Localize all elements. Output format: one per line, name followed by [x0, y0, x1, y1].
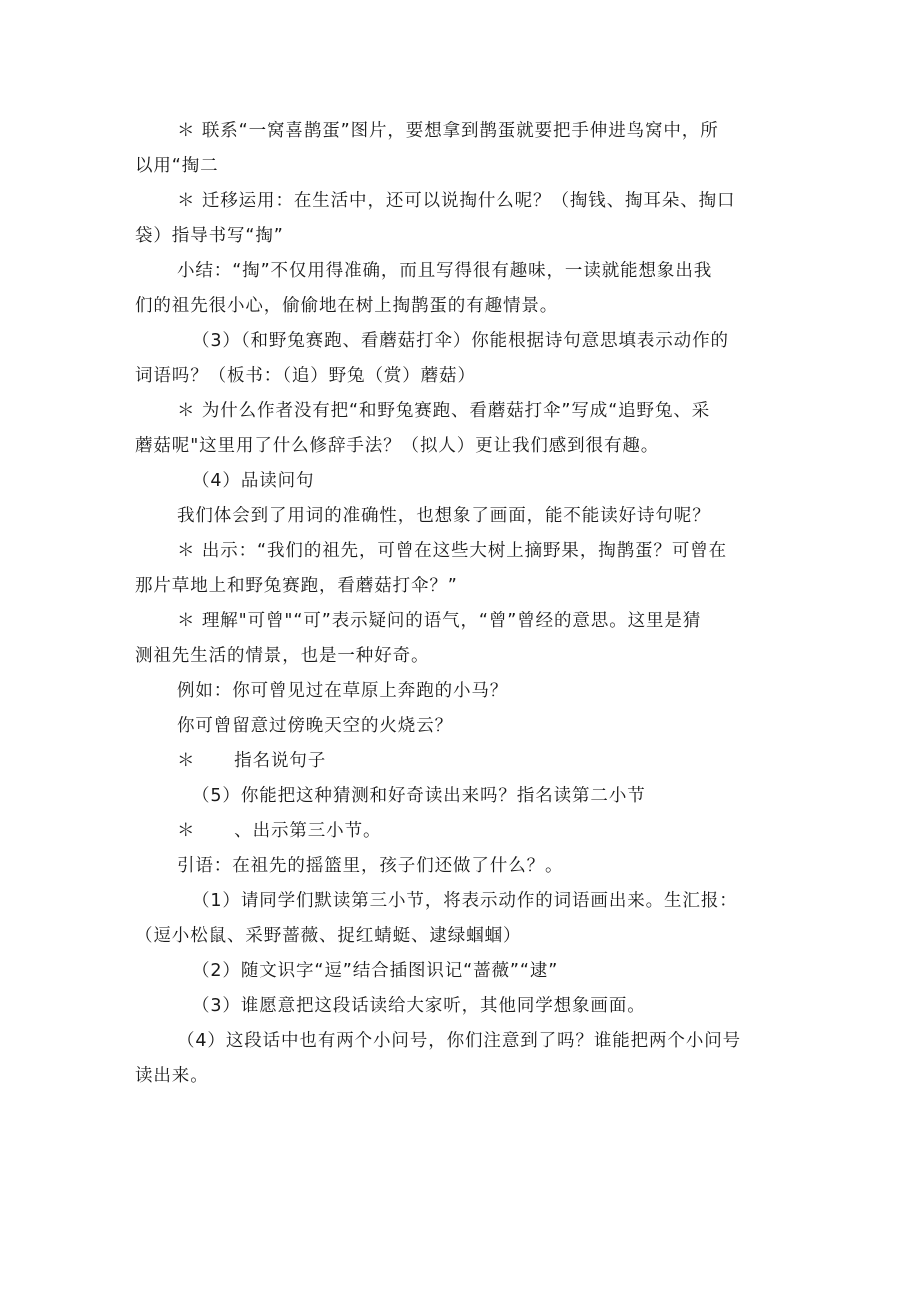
- text-line-18: 你可曾留意过傍晚天空的火烧云？: [177, 716, 453, 736]
- text-line-4: 袋）指导书写“掏”: [135, 226, 284, 246]
- text-line-5: 小结：“掏”不仅用得准确，而且写得很有趣味，一读就能想象出我: [177, 261, 713, 281]
- text-line-23: （1）请同学们默读第三小节，将表示动作的词语画出来。生汇报：: [192, 891, 738, 911]
- text-line-27: （4）这段话中也有两个小问号，你们注意到了吗？谁能把两个小问号: [177, 1031, 742, 1051]
- text-line-6: 们的祖先很小心，偷偷地在树上掏鹊蛋的有趣情景。: [135, 296, 559, 316]
- text-line-2: 以用“掏二: [135, 156, 219, 176]
- text-line-14: 那片草地上和野兔赛跑，看蘑菇打伞？”: [135, 576, 458, 596]
- text-line-10: 蘑菇呢"这里用了什么修辞手法？（拟人）更让我们感到很有趣。: [135, 436, 660, 456]
- text-line-24: （逗小松鼠、采野蔷薇、捉红蜻蜓、逮绿蝈蝈）: [135, 926, 522, 946]
- text-line-13: ＊ 出示：“我们的祖先，可曾在这些大树上摘野果，掏鹊蛋？可曾在: [177, 541, 728, 561]
- text-line-28: 读出来。: [135, 1066, 209, 1086]
- text-line-17: 例如：你可曾见过在草原上奔跑的小马？: [177, 681, 509, 701]
- text-line-11: （4）品读问句: [192, 471, 315, 491]
- text-line-3: ＊ 迁移运用：在生活中，还可以说掏什么呢？（掏钱、掏耳朵、掏口: [177, 191, 736, 211]
- text-line-22: 引语：在祖先的摇篮里，孩子们还做了什么？。: [177, 856, 564, 876]
- text-line-8: 词语吗？（板书：（追）野兔（赏）蘑菇）: [135, 366, 476, 386]
- text-line-7: （3）（和野兔赛跑、看蘑菇打伞）你能根据诗句意思填表示动作的: [192, 331, 729, 351]
- text-line-16: 测祖先生活的情景，也是一种好奇。: [135, 646, 430, 666]
- text-line-26: （3）谁愿意把这段话读给大家听，其他同学想象画面。: [192, 996, 646, 1016]
- text-line-12: 我们体会到了用词的准确性，也想象了画面，能不能读好诗句呢？: [177, 506, 711, 526]
- text-line-19: ＊ 指名说句子: [177, 751, 327, 771]
- text-line-25: （2）随文识字“逗”结合插图识记“蔷薇”“逮”: [192, 961, 559, 981]
- text-line-20: （5）你能把这种猜测和好奇读出来吗？指名读第二小节: [192, 786, 646, 806]
- text-line-9: ＊ 为什么作者没有把“和野兔赛跑、看蘑菇打伞”写成“追野兔、采: [177, 401, 711, 421]
- text-line-21: ＊ 、出示第三小节。: [177, 821, 382, 841]
- text-line-1: ＊ 联系“一窝喜鹊蛋”图片，要想拿到鹊蛋就要把手伸进鸟窝中，所: [177, 121, 719, 141]
- text-line-15: ＊ 理解"可曾"“可”表示疑问的语气，“曾”曾经的意思。这里是猜: [177, 611, 702, 631]
